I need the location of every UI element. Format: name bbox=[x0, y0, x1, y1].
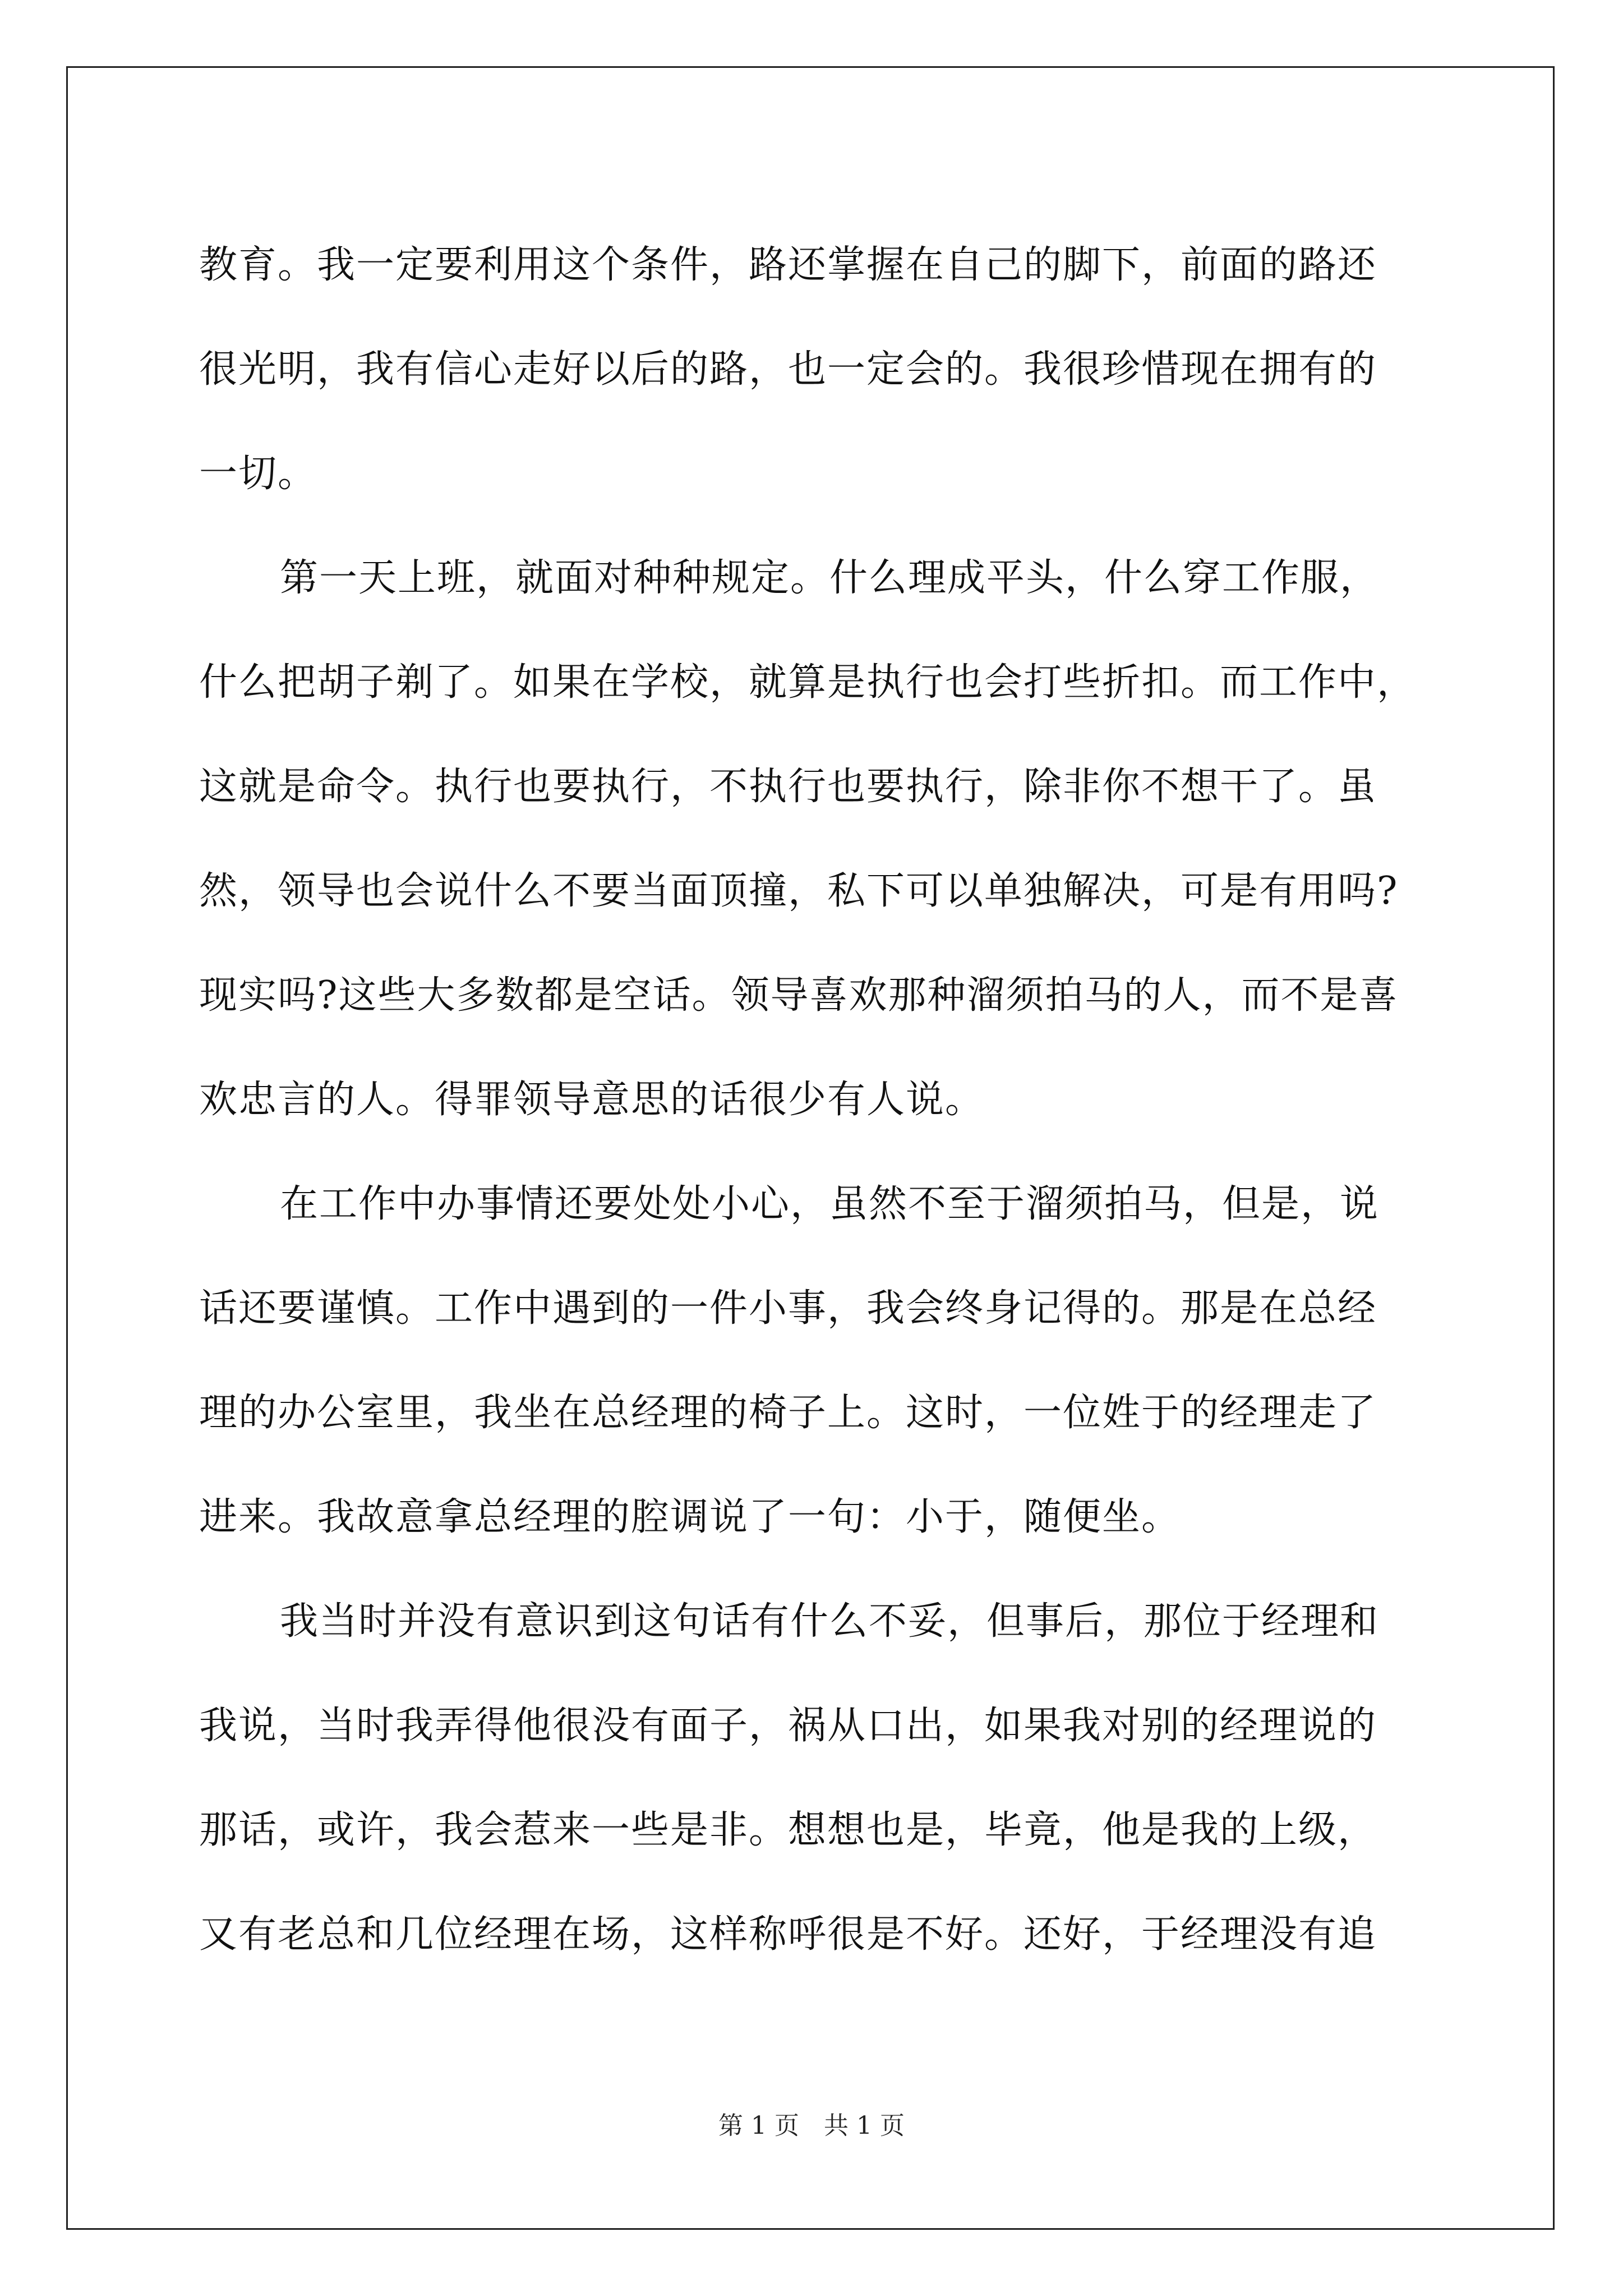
text-line: 很光明，我有信心走好以后的路，也一定会的。我很珍惜现在拥有的 bbox=[199, 347, 1377, 392]
paragraph-3 bbox=[199, 1152, 1422, 1570]
text-line: 我说，当时我弄得他很没有面子，祸从口出，如果我对别的经理说的 bbox=[199, 1704, 1377, 1748]
document-body bbox=[199, 213, 1422, 1987]
paragraph-1 bbox=[199, 213, 1422, 526]
text-line: 第一天上班，就面对种种规定。什么理成平头，什么穿工作服， bbox=[280, 556, 1380, 600]
text-line: 又有老总和几位经理在场，这样称呼很是不好。还好，于经理没有追 bbox=[199, 1912, 1377, 1957]
paragraph-2 bbox=[199, 526, 1422, 1152]
text-line: 话还要谨慎。工作中遇到的一件小事，我会终身记得的。那是在总经 bbox=[199, 1286, 1377, 1331]
text-line: 这就是命令。执行也要执行，不执行也要执行，除非你不想干了。虽 bbox=[199, 765, 1377, 809]
text-line: 一切。 bbox=[199, 452, 317, 496]
text-line: 然，领导也会说什么不要当面顶撞，私下可以单独解决，可是有用吗? bbox=[199, 869, 1399, 913]
text-line: 现实吗?这些大多数都是空话。领导喜欢那种溜须拍马的人，而不是喜 bbox=[199, 973, 1399, 1018]
text-line: 理的办公室里，我坐在总经理的椅子上。这时，一位姓于的经理走了 bbox=[199, 1391, 1377, 1435]
paragraph-4 bbox=[199, 1570, 1422, 1987]
text-line: 欢忠言的人。得罪领导意思的话很少有人说。 bbox=[199, 1078, 985, 1122]
text-line: 我当时并没有意识到这句话有什么不妥，但事后，那位于经理和 bbox=[280, 1599, 1380, 1644]
text-line: 进来。我故意拿总经理的腔调说了一句：小于，随便坐。 bbox=[199, 1495, 1181, 1539]
text-line: 什么把胡子剃了。如果在学校，就算是执行也会打些折扣。而工作中， bbox=[199, 660, 1417, 705]
text-line: 那话，或许，我会惹来一些是非。想想也是，毕竟，他是我的上级， bbox=[199, 1808, 1377, 1852]
text-line: 教育。我一定要利用这个条件，路还掌握在自己的脚下，前面的路还 bbox=[199, 243, 1377, 287]
text-line: 在工作中办事情还要处处小心，虽然不至于溜须拍马，但是，说 bbox=[280, 1182, 1380, 1226]
page-number-footer: 第 1 页 共 1 页 bbox=[718, 2111, 905, 2140]
